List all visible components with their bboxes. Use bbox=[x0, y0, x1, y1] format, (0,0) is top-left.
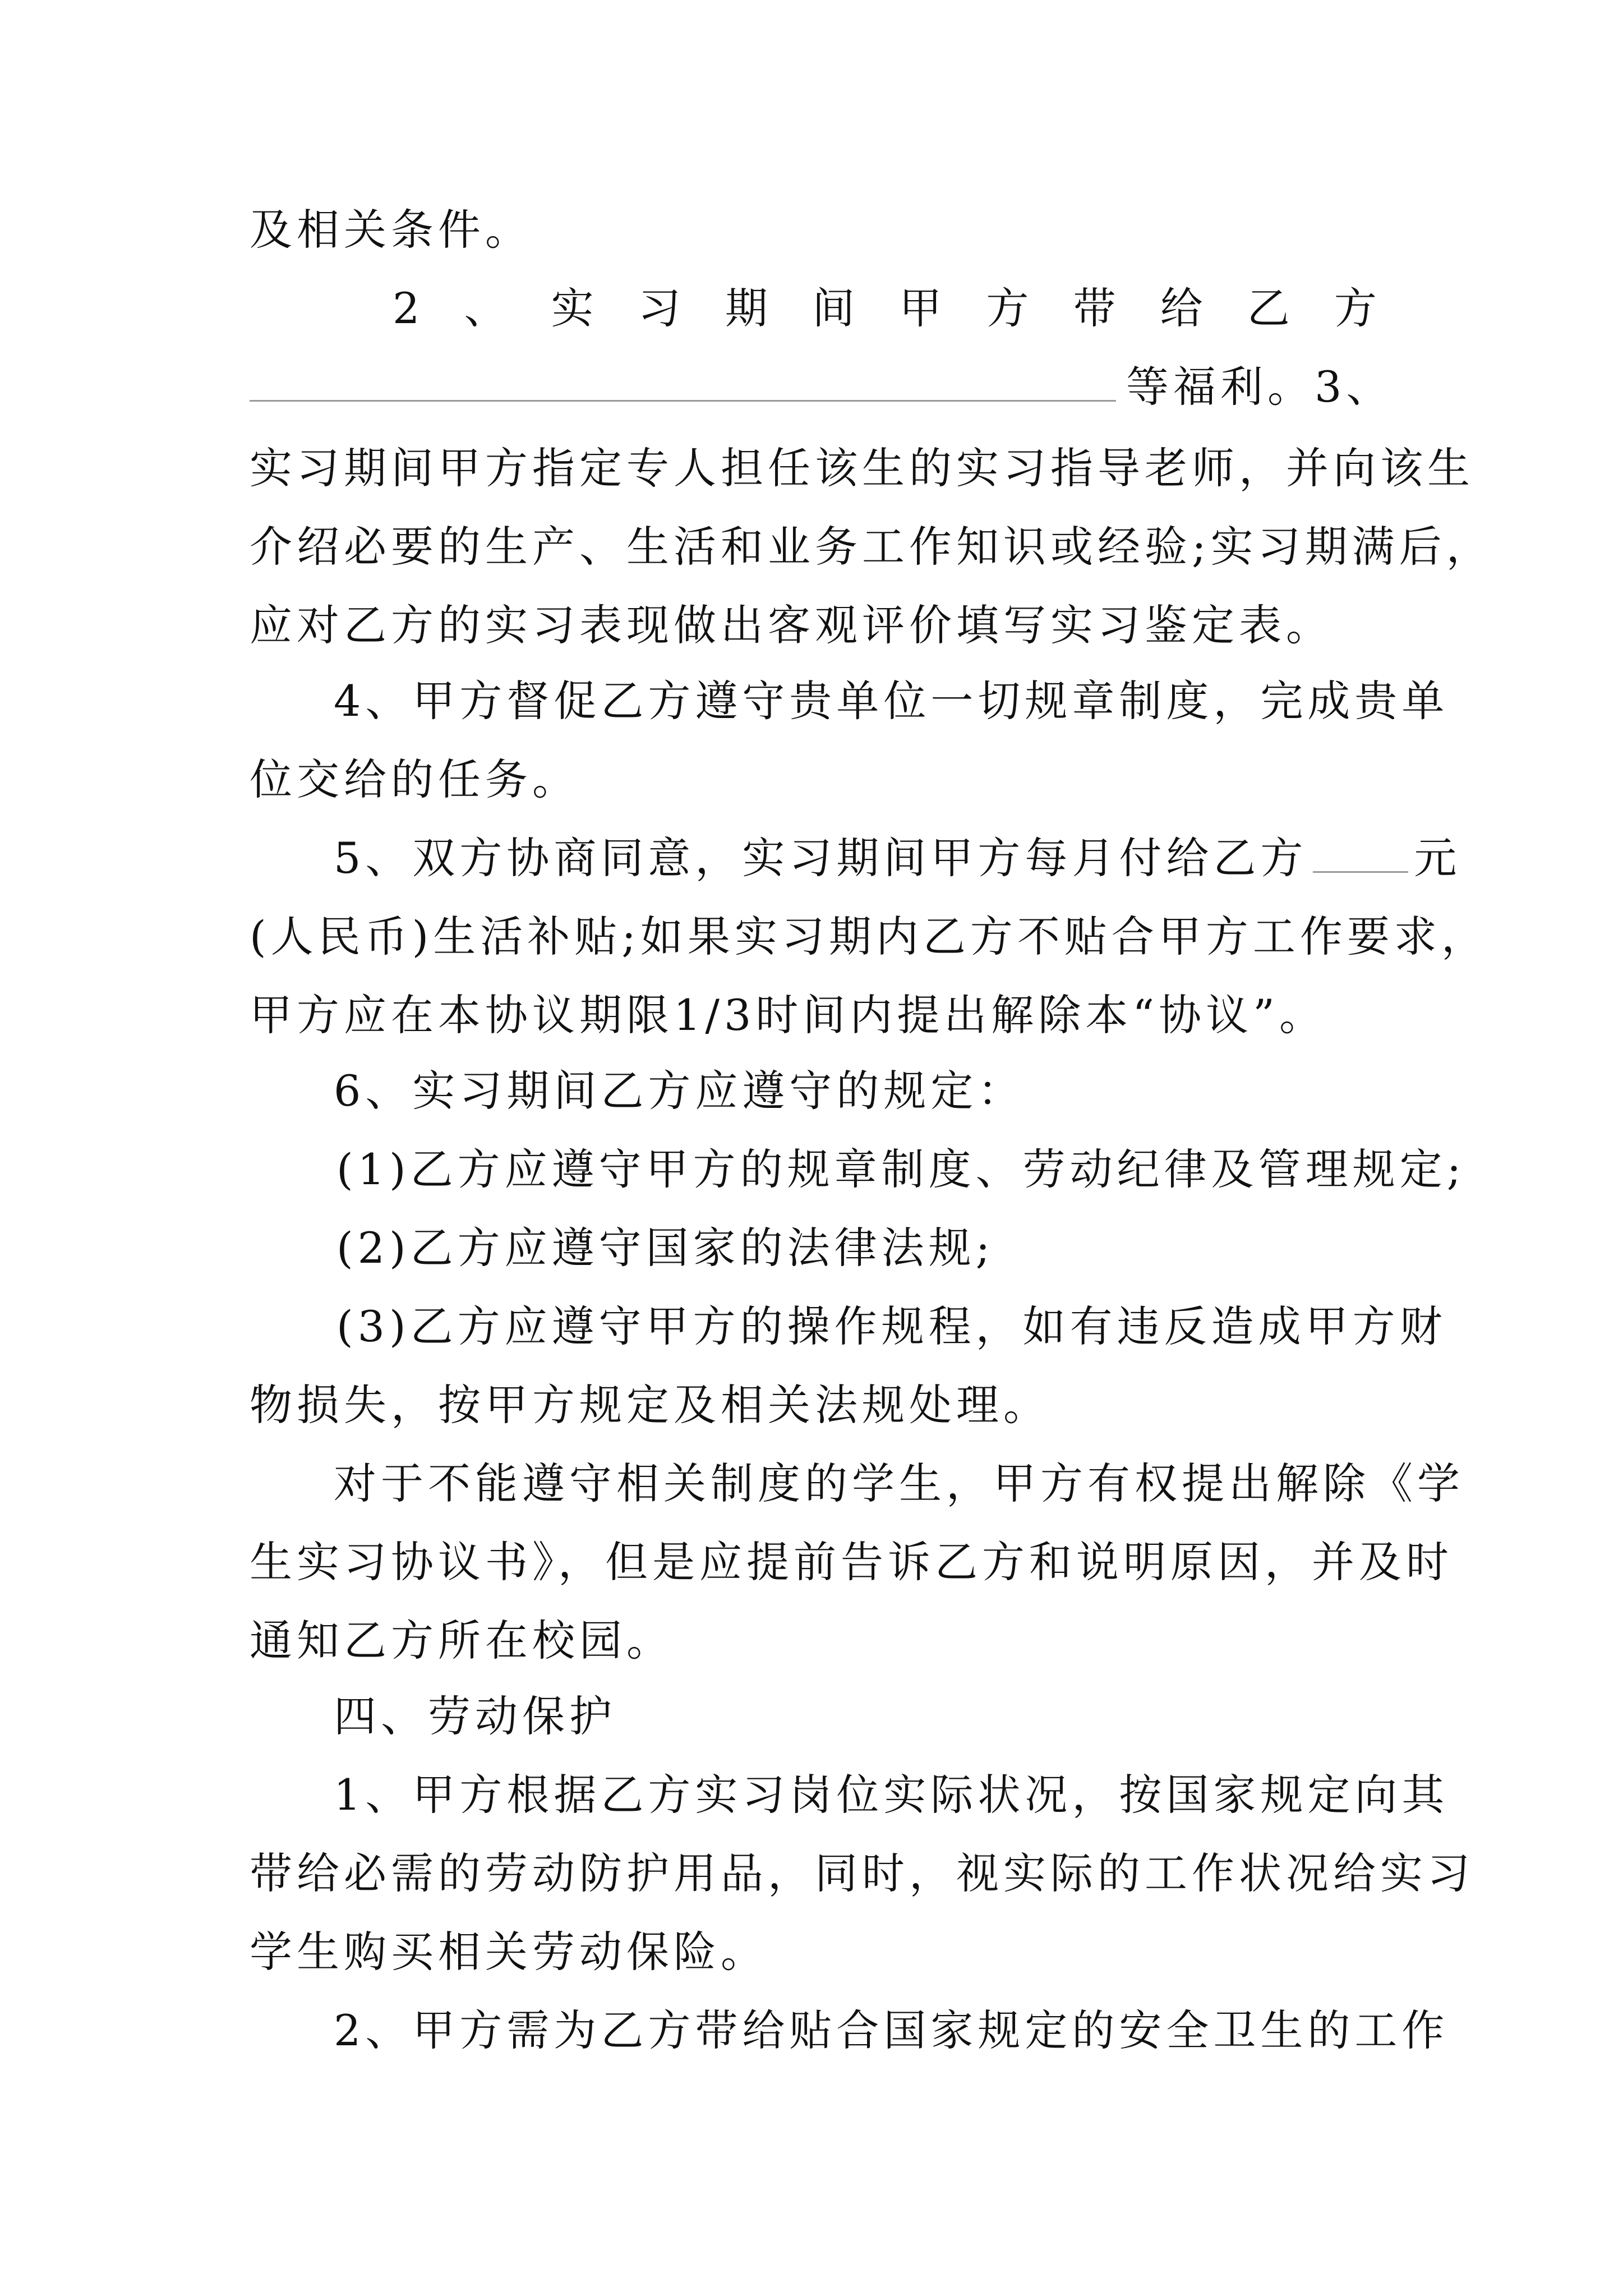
spread-char: 乙 bbox=[1247, 283, 1290, 333]
text-line: 实习期间甲方指定专人担任该生的实习指导老师，并向该生 bbox=[250, 443, 1474, 493]
text-line: 带给必需的劳动防护用品，同时，视实际的工作状况给实习 bbox=[250, 1848, 1474, 1898]
text-line: (人民币)生活补贴;如果实习期内乙方不贴合甲方工作要求， bbox=[250, 912, 1488, 961]
text-line: 通知乙方所在校园。 bbox=[250, 1616, 674, 1665]
spread-char: 甲 bbox=[899, 283, 942, 333]
text-line: 4、甲方督促乙方遵守贵单位一切规章制度，完成贵单 bbox=[334, 676, 1449, 726]
section-heading: 四、劳动保护 bbox=[334, 1691, 616, 1741]
text-line: (3)乙方应遵守甲方的操作规程，如有违反造成甲方财 bbox=[336, 1301, 1447, 1351]
text-line: 甲方应在本协议期限1/3时间内提出解除本“协议”。 bbox=[250, 990, 1327, 1040]
text-line: 物损失，按甲方规定及相关法规处理。 bbox=[250, 1380, 1050, 1430]
spread-char: 2 bbox=[393, 283, 420, 333]
spread-char: 方 bbox=[986, 283, 1029, 333]
text-line: 应对乙方的实习表现做出客观评价填写实习鉴定表。 bbox=[250, 600, 1333, 650]
text-line: 学生购买相关劳动保险。 bbox=[250, 1927, 768, 1977]
text-line: 及相关条件。 bbox=[250, 205, 532, 255]
spread-char: 、 bbox=[464, 283, 507, 333]
text-line: 生实习协议书》，但是应提前告诉乙方和说明原因，并及时 bbox=[250, 1537, 1453, 1587]
text-line: 2、甲方需为乙方带给贴合国家规定的安全卫生的工作 bbox=[334, 2005, 1449, 2055]
text-line-with-blank bbox=[334, 830, 1461, 886]
spread-char: 习 bbox=[638, 283, 681, 333]
text-line: 6、实习期间乙方应遵守的规定： bbox=[334, 1066, 1025, 1116]
text-fragment: 等福利。3、 bbox=[1126, 362, 1394, 412]
spread-char: 方 bbox=[1334, 283, 1377, 333]
text-line: 介绍必要的生产、生活和业务工作知识或经验;实习期满后， bbox=[250, 522, 1493, 572]
text-line: 位交给的任务。 bbox=[250, 754, 579, 804]
text-line: (1)乙方应遵守甲方的规章制度、劳动纪律及管理规定; bbox=[336, 1144, 1466, 1194]
fill-in-blank-amount bbox=[1313, 832, 1408, 873]
spread-char: 期 bbox=[725, 283, 768, 333]
spread-char: 实 bbox=[551, 283, 594, 333]
spread-char: 间 bbox=[812, 283, 855, 333]
text-line-with-blank bbox=[250, 359, 1394, 415]
text-line: 对于不能遵守相关制度的学生，甲方有权提出解除《学 bbox=[334, 1458, 1464, 1508]
text-line: 1、甲方根据乙方实习岗位实际状况，按国家规定向其 bbox=[334, 1770, 1449, 1820]
text-fragment: 5、双方协商同意，实习期间甲方每月付给乙方 bbox=[334, 833, 1308, 883]
text-fragment: 元 bbox=[1414, 833, 1461, 883]
spread-char: 给 bbox=[1160, 283, 1203, 333]
text-line: (2)乙方应遵守国家的法律法规; bbox=[336, 1223, 995, 1273]
spread-text-line bbox=[393, 280, 1377, 337]
spread-char: 带 bbox=[1073, 283, 1116, 333]
fill-in-blank-benefits bbox=[250, 361, 1116, 402]
